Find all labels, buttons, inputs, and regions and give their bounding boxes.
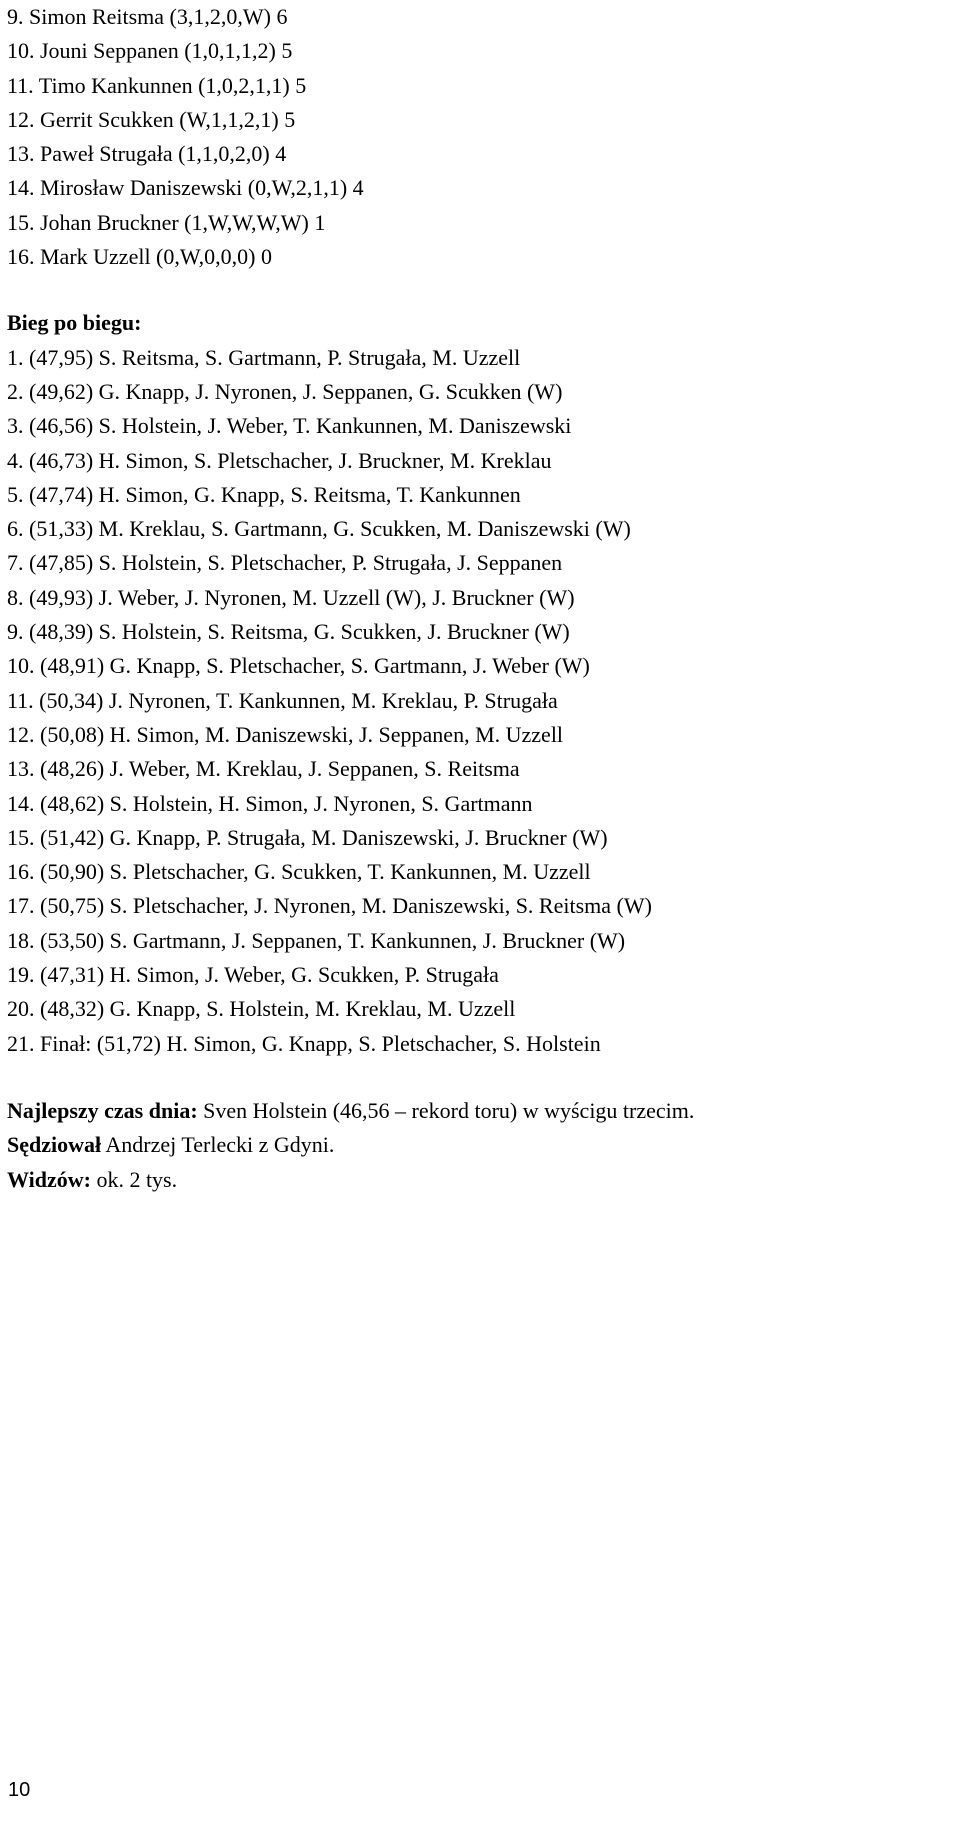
heat-row: 21. Finał: (51,72) H. Simon, G. Knapp, S. Pletschacher, S. Holstein (7, 1030, 601, 1056)
heat-row: 19. (47,31) H. Simon, J. Weber, G. Scukken, P. Strugała (7, 962, 499, 988)
document-page (7, 0, 952, 1197)
heats-heading: Bieg po biegu: (7, 310, 142, 336)
heat-row: 2. (49,62) G. Knapp, J. Nyronen, J. Seppanen, G. Scukken (W) (7, 378, 563, 404)
heat-row: 17. (50,75) S. Pletschacher, J. Nyronen, M. Daniszewski, S. Reitsma (W) (7, 893, 652, 919)
best-time-label: Najlepszy czas dnia: (7, 1097, 198, 1123)
standings-row: 12. Gerrit Scukken (W,1,1,2,1) 5 (7, 106, 296, 132)
heat-row: 10. (48,91) G. Knapp, S. Pletschacher, S. Gartmann, J. Weber (W) (7, 653, 590, 679)
standings-row: 9. Simon Reitsma (3,1,2,0,W) 6 (7, 4, 288, 29)
heat-row: 20. (48,32) G. Knapp, S. Holstein, M. Kreklau, M. Uzzell (7, 996, 516, 1022)
heat-row: 14. (48,62) S. Holstein, H. Simon, J. Nyronen, S. Gartmann (7, 790, 533, 816)
heats-list (7, 341, 952, 1061)
spectators-line (7, 1163, 952, 1197)
heat-row: 3. (46,56) S. Holstein, J. Weber, T. Kankunnen, M. Daniszewski (7, 413, 572, 439)
standings-list (7, 0, 952, 274)
spacer (7, 1061, 952, 1094)
heat-row: 11. (50,34) J. Nyronen, T. Kankunnen, M. Kreklau, P. Strugała (7, 687, 558, 713)
best-time-line (7, 1094, 952, 1128)
heat-row: 8. (49,93) J. Weber, J. Nyronen, M. Uzzell (W), J. Bruckner (W) (7, 584, 575, 610)
heat-row: 12. (50,08) H. Simon, M. Daniszewski, J. Seppanen, M. Uzzell (7, 721, 564, 747)
heat-row: 1. (47,95) S. Reitsma, S. Gartmann, P. Strugała, M. Uzzell (7, 344, 521, 370)
heat-row: 18. (53,50) S. Gartmann, J. Seppanen, T. Kankunnen, J. Bruckner (W) (7, 927, 626, 953)
referee-text: Andrzej Terlecki z Gdyni. (101, 1132, 335, 1158)
heat-row: 5. (47,74) H. Simon, G. Knapp, S. Reitsma, T. Kankunnen (7, 481, 521, 507)
standings-row: 14. Mirosław Daniszewski (0,W,2,1,1) 4 (7, 175, 364, 201)
heat-row: 4. (46,73) H. Simon, S. Pletschacher, J. Bruckner, M. Kreklau (7, 447, 552, 473)
meeting-summary (7, 1094, 952, 1197)
referee-line (7, 1128, 952, 1162)
heat-row: 15. (51,42) G. Knapp, P. Strugała, M. Daniszewski, J. Bruckner (W) (7, 824, 608, 850)
spectators-label: Widzów: (7, 1166, 91, 1192)
best-time-text: Sven Holstein (46,56 – rekord toru) w wyścigu trzecim. (197, 1097, 695, 1123)
standings-row: 13. Paweł Strugała (1,1,0,2,0) 4 (7, 141, 287, 167)
heat-row: 7. (47,85) S. Holstein, S. Pletschacher, P. Strugała, J. Seppanen (7, 550, 563, 576)
heat-row: 6. (51,33) M. Kreklau, S. Gartmann, G. Scukken, M. Daniszewski (W) (7, 516, 631, 542)
standings-row: 15. Johan Bruckner (1,W,W,W,W) 1 (7, 209, 326, 235)
spectators-text: ok. 2 tys. (90, 1166, 178, 1192)
referee-label: Sędziował (7, 1132, 102, 1158)
heat-row: 9. (48,39) S. Holstein, S. Reitsma, G. Scukken, J. Bruckner (W) (7, 619, 570, 645)
page-number: 10 (8, 1779, 31, 1801)
spacer (7, 274, 952, 306)
heat-row: 16. (50,90) S. Pletschacher, G. Scukken, T. Kankunnen, M. Uzzell (7, 859, 591, 885)
standings-row: 10. Jouni Seppanen (1,0,1,1,2) 5 (7, 38, 293, 64)
standings-row: 11. Timo Kankunnen (1,0,2,1,1) 5 (7, 72, 307, 98)
heat-row: 13. (48,26) J. Weber, M. Kreklau, J. Seppanen, S. Reitsma (7, 756, 520, 782)
standings-row: 16. Mark Uzzell (0,W,0,0,0) 0 (7, 244, 272, 270)
